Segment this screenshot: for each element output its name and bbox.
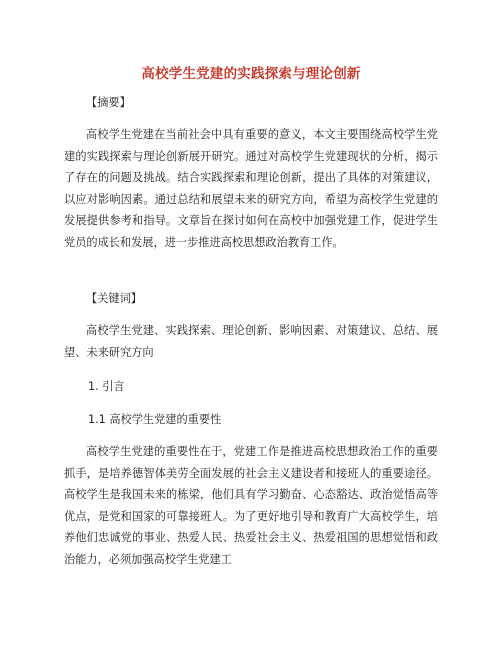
document-title: 高校学生党建的实践探索与理论创新 bbox=[141, 66, 361, 82]
section-1-1-heading: 1.1 高校学生党建的重要性 bbox=[88, 413, 222, 426]
keywords-paragraph: 高校学生党建、实践探索、理论创新、影响因素、对策建议、总结、展望、未来研究方向 bbox=[64, 324, 438, 359]
abstract-label: 【摘要】 bbox=[86, 96, 131, 109]
abstract-paragraph: 高校学生党建在当前社会中具有重要的意义，本文主要围绕高校学生党建的实践探索与理论创新展开研究。通过对高校学生党建现状的分析，揭示了存在的问题及挑战。结合实践探索和理论创新，提出了具体的对策建议，以应对影响因素。通过总结和展望未来的研究方向，希望为高校学生党建的发展提供参考和指导。文章旨在探讨如何在高校中加强党建工作，促进学生党员的成长和发展，进一步推进高校思想政治教育工作。 bbox=[64, 128, 438, 249]
section-1-1-paragraph: 高校学生党建的重要性在于，党建工作是推进高校思想政治工作的重要抓手，是培养德智体美劳全面发展的社会主义建设者和接班人的重要途径。高校学生是我国未来的栋梁，他们具有学习勤奋、心态豁达、政治觉悟高等优点，是党和国家的可靠接班人。为了更好地引导和教育广大高校学生，培养他们忠诚党的事业、热爱人民、热爱社会主义、热爱祖国的思想觉悟和政治能力，必须加强高校学生党建工 bbox=[64, 445, 438, 566]
keywords-label: 【关键词】 bbox=[86, 292, 142, 305]
section-1-heading: 1. 引言 bbox=[88, 380, 125, 393]
